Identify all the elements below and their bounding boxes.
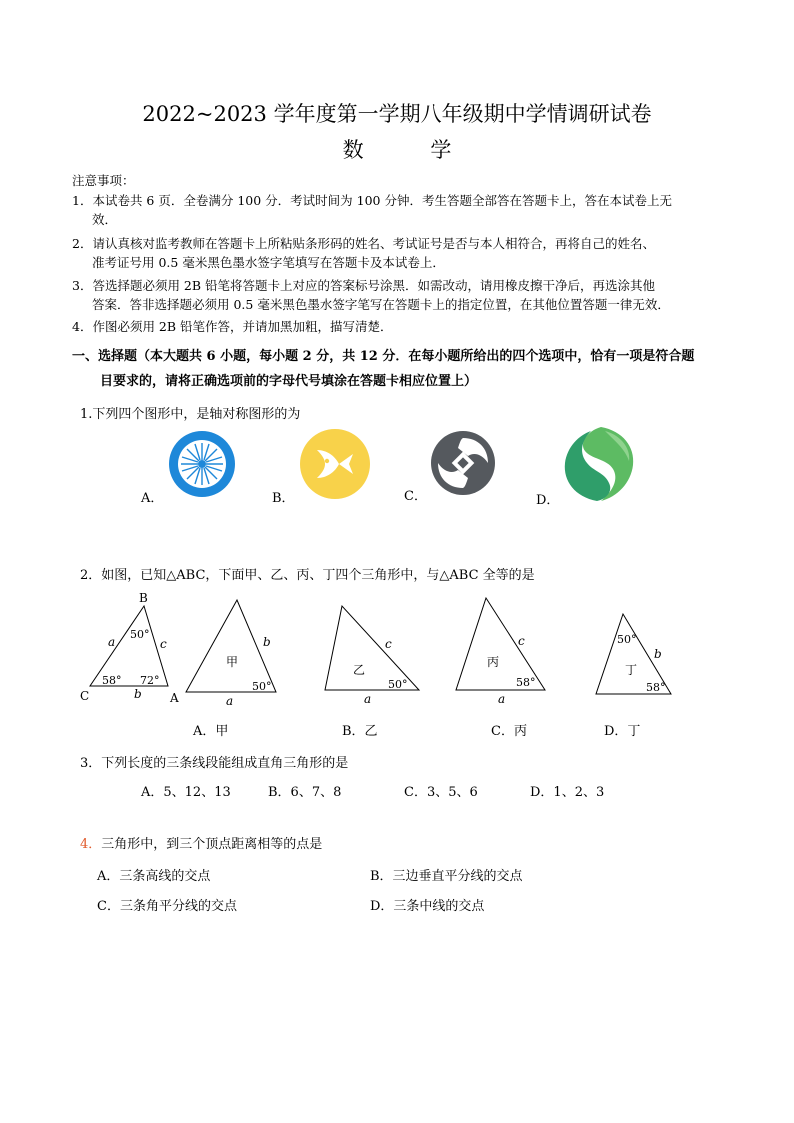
q4-option-b: B．三边垂直平分线的交点 <box>370 869 523 884</box>
yi-label: 乙 <box>353 663 366 677</box>
jia-label: 甲 <box>226 655 239 669</box>
section-heading-line2: 目要求的，请将正确选项前的字母代号填涂在答题卡相应位置上） <box>100 374 478 389</box>
note-line-1b: 效． <box>92 212 118 227</box>
q1-option-c-label: C． <box>404 489 427 504</box>
note-line-2: 2．请认真核对监考教师在答题卡上所粘贴条形码的姓名、考试证号是否与本人相符合，再将自己的姓名、 <box>72 236 655 251</box>
jia-angle: 50° <box>252 680 272 693</box>
q2-option-c: C．丙 <box>491 724 527 739</box>
bing-angle: 58° <box>516 676 536 689</box>
exam-title: 2022~2023 学年度第一学期八年级期中学情调研试卷 <box>142 102 652 126</box>
triangles-figure <box>72 588 712 710</box>
q4-number: 4． <box>80 837 102 852</box>
main-angle-a: 72° <box>140 674 160 687</box>
q4-stem-text: 三角形中，到三个顶点距离相等的点是 <box>101 837 323 852</box>
yi-angle: 50° <box>388 678 408 691</box>
q2-stem: 2．如图，已知△ABC，下面甲、乙、丙、丁四个三角形中，与△ABC 全等的是 <box>80 568 535 583</box>
ding-side-b: b <box>654 647 662 661</box>
main-vertex-a: A <box>170 691 179 705</box>
main-side-b: b <box>134 687 142 701</box>
ding-angle-top: 50° <box>617 633 637 646</box>
q4-option-d: D．三条中线的交点 <box>370 899 485 914</box>
flower-logo-icon <box>168 430 236 498</box>
notes-heading: 注意事项： <box>72 173 135 188</box>
bing-label: 丙 <box>487 655 500 669</box>
jia-side-a: a <box>226 694 234 708</box>
main-angle-b: 50° <box>130 628 150 641</box>
bing-side-c: c <box>518 634 525 648</box>
q2-option-d: D．丁 <box>604 724 641 739</box>
q1-option-a-label: A． <box>141 491 164 506</box>
coin-logo-icon <box>430 430 496 496</box>
q3-option-c: C．3、5、6 <box>404 785 478 800</box>
ding-label: 丁 <box>625 663 638 677</box>
main-vertex-b: B <box>139 591 148 605</box>
main-side-c: c <box>160 637 167 651</box>
note-line-1: 1．本试卷共 6 页．全卷满分 100 分．考试时间为 100 分钟．考生答题全部答在答题卡上，答在本试卷上无 <box>72 193 672 208</box>
note-line-2b: 准考证号用 0.5 毫米黑色墨水签字笔填写在答题卡及本试卷上． <box>92 255 445 270</box>
q4-stem <box>80 833 322 852</box>
note-line-4: 4．作图必须用 2B 铅笔作答，并请加黑加粗，描写清楚． <box>72 319 393 334</box>
section-heading-line1: 一、选择题（本大题共 6 小题，每小题 2 分，共 12 分．在每小题所给出的四个选项中，恰有一项是符合题 <box>72 349 695 364</box>
q3-option-a: A．5、12、13 <box>141 785 231 800</box>
q1-option-b-label: B． <box>272 491 295 506</box>
main-side-a: a <box>108 635 116 649</box>
fish-logo-icon <box>297 428 373 500</box>
q4-option-a: A．三条高线的交点 <box>97 869 211 884</box>
bing-side-a: a <box>498 692 506 706</box>
q1-stem: 1.下列四个图形中，是轴对称图形的为 <box>80 407 301 422</box>
note-line-3: 3．答选择题必须用 2B 铅笔将答题卡上对应的答案标号涂黑．如需改动，请用橡皮擦干净后，再选涂其他 <box>72 278 656 293</box>
q4-option-c: C．三条角平分线的交点 <box>97 899 237 914</box>
main-vertex-c: C <box>80 689 90 703</box>
q1-option-d-label: D． <box>536 493 560 508</box>
q3-option-b: B．6、7、8 <box>268 785 342 800</box>
jia-side-b: b <box>263 635 271 649</box>
q2-option-b: B．乙 <box>342 724 378 739</box>
main-angle-c: 58° <box>102 674 122 687</box>
q2-option-a: A．甲 <box>193 724 229 739</box>
q3-option-d: D．1、2、3 <box>530 785 605 800</box>
note-line-3b: 答案．答非选择题必须用 0.5 毫米黑色墨水签字笔写在答题卡上的指定位置，在其他位置答题一律无效． <box>92 297 670 312</box>
leaf-logo-icon <box>561 425 637 503</box>
subject-title: 数 学 <box>342 138 482 162</box>
q3-stem: 3．下列长度的三条线段能组成直角三角形的是 <box>80 756 349 771</box>
yi-side-a: a <box>364 692 372 706</box>
ding-angle: 58° <box>646 681 666 694</box>
yi-side-c: c <box>385 637 392 651</box>
